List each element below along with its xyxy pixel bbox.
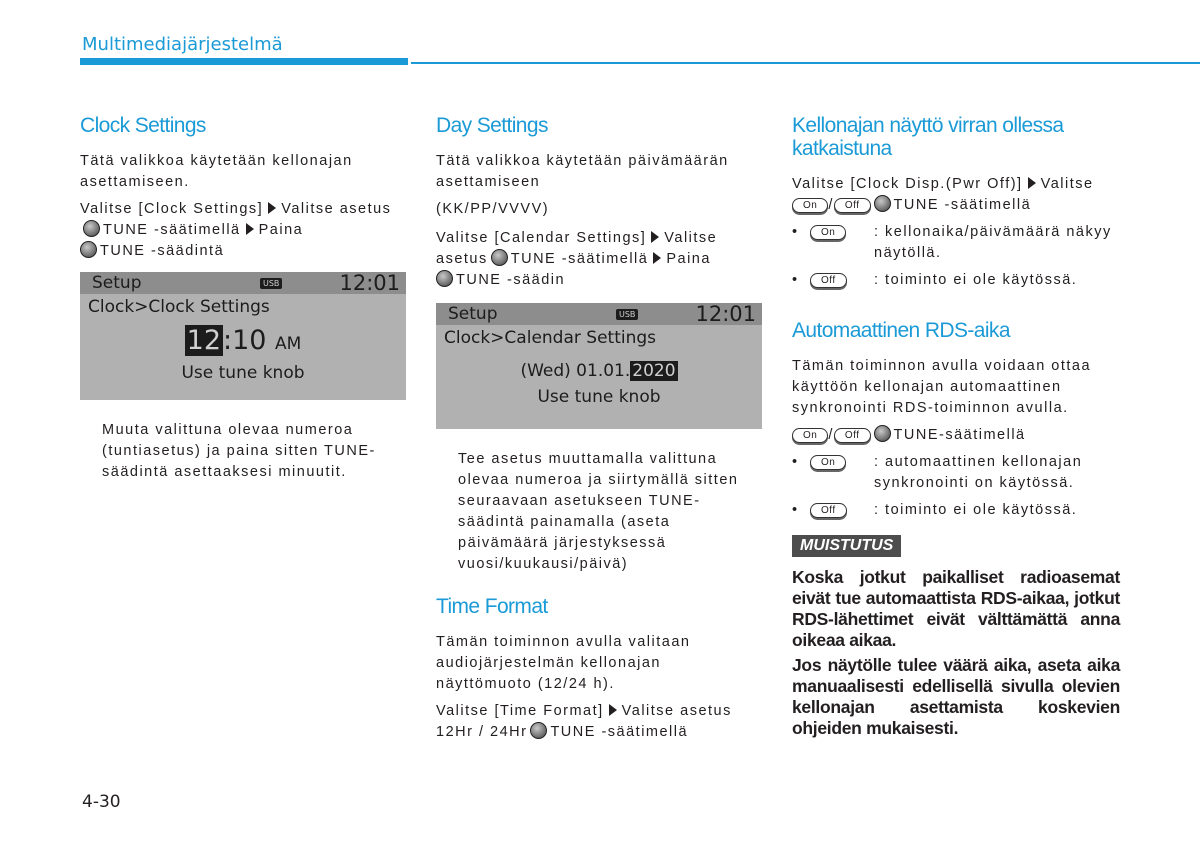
screen-clock: 12:01 bbox=[339, 271, 400, 296]
bullet-text: : kellonaika/päivämäärä näkyy näytöllä. bbox=[874, 224, 1112, 262]
step-text: Valitse asetus bbox=[281, 201, 392, 218]
step-text: Valitse [Clock Settings] bbox=[80, 201, 264, 218]
step-text: Valitse asetus bbox=[436, 230, 718, 268]
step-text: Paina bbox=[666, 251, 711, 268]
screen-clock: 12:01 bbox=[695, 302, 756, 327]
day-settings-format: (KK/PP/VVVV) bbox=[436, 201, 550, 218]
step-text: TUNE -säätimellä bbox=[893, 197, 1032, 214]
day-settings-steps bbox=[436, 228, 762, 291]
rds-time-intro: Tämän toiminnon avulla voidaan ottaa käyttöön kellonajan automaattinen synkronointi RDS-toiminnon avulla. bbox=[792, 358, 1092, 417]
off-button-icon: Off bbox=[834, 428, 871, 443]
off-button-icon: Off bbox=[834, 198, 871, 213]
screen-hint: Use tune knob bbox=[537, 387, 661, 408]
arrow-right-icon bbox=[651, 231, 659, 243]
step-text: Valitse [Time Format] bbox=[436, 703, 604, 720]
notice-text-1: Koska jotkut paikalliset radioasemat eivät tue automaattista RDS-aikaa, jotkut RDS-lähettimet eivät välttämättä anna oikeaa aikaa. bbox=[792, 567, 1120, 651]
tune-knob-icon bbox=[874, 425, 891, 442]
clock-settings-screen bbox=[80, 272, 406, 400]
notice-box bbox=[792, 535, 1120, 557]
slash: / bbox=[828, 197, 834, 214]
heading-clock-settings: Clock Settings bbox=[80, 114, 206, 137]
heading-clock-display-power-off: Kellonajan näyttö virran ollessa katkaistuna bbox=[792, 114, 1064, 161]
on-button-icon: On bbox=[792, 428, 828, 443]
time-format-intro: Tämän toiminnon avulla valitaan audiojärjestelmän kellonajan näyttömuoto (12/24 h). bbox=[436, 634, 691, 693]
day-settings-note: Tee asetus muuttamalla valittuna olevaa numeroa ja siirtymällä sitten seuraavaan asetukseen TUNE-säädintä painamalla (aseta päivämäärä järjestyksessä vuosi/kuukausi/päivä) bbox=[458, 451, 739, 573]
screen-hint: Use tune knob bbox=[181, 363, 305, 384]
bullet-off bbox=[792, 270, 1120, 291]
off-button-icon: Off bbox=[810, 273, 847, 288]
arrow-right-icon bbox=[268, 202, 276, 214]
off-button-icon: Off bbox=[810, 503, 847, 518]
heading-automatic-rds-time: Automaattinen RDS-aika bbox=[792, 319, 1010, 343]
bullet-dot: • bbox=[792, 272, 799, 289]
heading-day-settings: Day Settings bbox=[436, 114, 548, 137]
slash: / bbox=[828, 427, 834, 444]
bullet-dot: • bbox=[792, 224, 799, 241]
bullet-on bbox=[792, 222, 1120, 264]
bullet-on bbox=[792, 452, 1120, 494]
on-button-icon: On bbox=[810, 455, 846, 470]
clock-display-steps bbox=[792, 174, 1120, 216]
step-text: TUNE-säätimellä bbox=[893, 427, 1026, 444]
heading-time-format: Time Format bbox=[436, 595, 548, 619]
hour-selected: 12 bbox=[186, 325, 221, 357]
column-clock-display bbox=[792, 114, 1120, 739]
bullet-text: : automaattinen kellonajan synkronointi on käytössä. bbox=[874, 454, 1083, 492]
tune-knob-icon bbox=[83, 220, 100, 237]
step-text: TUNE -säätimellä bbox=[510, 251, 649, 268]
step-text: TUNE -säädin bbox=[456, 272, 566, 289]
screen-topbar bbox=[436, 303, 762, 325]
page-number: 4-30 bbox=[82, 792, 121, 812]
clock-settings-note: Muuta valittuna olevaa numeroa (tuntiasetus) ja paina sitten TUNE-säädintä asettaaksesi minuutit. bbox=[102, 422, 376, 481]
section-header-title: Multimediajärjestelmä bbox=[82, 34, 283, 55]
notice-text-2: Jos näytölle tulee väärä aika, aseta aika manuaalisesti edellisellä sivulla olevien kellonajan asettamista koskevien ohjeiden mukaisesti. bbox=[792, 655, 1120, 739]
bullet-off bbox=[792, 500, 1120, 521]
clock-settings-intro: Tätä valikkoa käytetään kellonajan asettamiseen. bbox=[80, 153, 353, 191]
tune-knob-icon bbox=[491, 249, 508, 266]
arrow-right-icon bbox=[246, 223, 254, 235]
bullet-dot: • bbox=[792, 502, 799, 519]
minutes: :10 bbox=[223, 325, 267, 357]
bullet-text: : toiminto ei ole käytössä. bbox=[874, 502, 1078, 519]
arrow-right-icon bbox=[609, 704, 617, 716]
notice-label: MUISTUTUS bbox=[792, 535, 901, 557]
bullet-dot: • bbox=[792, 454, 799, 471]
date: (Wed) 01.01. bbox=[520, 361, 631, 382]
rds-time-steps bbox=[792, 425, 1120, 446]
step-text: Valitse [Clock Disp.(Pwr Off)] bbox=[792, 176, 1023, 193]
screen-setup-label: Setup bbox=[448, 304, 498, 325]
day-settings-intro: Tätä valikkoa käytetään päivämäärän asettamiseen bbox=[436, 153, 729, 191]
header-bar-accent bbox=[80, 58, 408, 65]
screen-breadcrumb: Clock>Clock Settings bbox=[88, 297, 270, 318]
calendar-settings-screen bbox=[436, 303, 762, 429]
screen-topbar bbox=[80, 272, 406, 294]
step-text: TUNE -säädintä bbox=[100, 243, 225, 260]
year-selected: 2020 bbox=[632, 361, 676, 382]
tune-knob-icon bbox=[874, 195, 891, 212]
step-text: Valitse asetus 12Hr / 24Hr bbox=[436, 703, 732, 741]
arrow-right-icon bbox=[1028, 177, 1036, 189]
column-clock-settings bbox=[80, 114, 406, 483]
screen-setup-label: Setup bbox=[92, 273, 142, 294]
header-rule bbox=[411, 62, 1200, 64]
tune-knob-icon bbox=[80, 241, 97, 258]
screen-date-value bbox=[436, 361, 762, 381]
usb-icon: USB bbox=[260, 278, 282, 289]
on-button-icon: On bbox=[810, 225, 846, 240]
step-text: TUNE -säätimellä bbox=[103, 222, 241, 239]
ampm: AM bbox=[275, 334, 302, 355]
on-button-icon: On bbox=[792, 198, 828, 213]
bullet-text: : toiminto ei ole käytössä. bbox=[874, 272, 1078, 289]
step-text: Paina bbox=[258, 222, 304, 239]
usb-icon: USB bbox=[616, 309, 638, 320]
column-day-settings bbox=[436, 114, 762, 743]
step-text: Valitse bbox=[1040, 176, 1094, 193]
step-text: Valitse [Calendar Settings] bbox=[436, 230, 647, 247]
tune-knob-icon bbox=[530, 722, 547, 739]
step-text: TUNE -säätimellä bbox=[550, 724, 689, 741]
arrow-right-icon bbox=[653, 252, 661, 264]
screen-breadcrumb: Clock>Calendar Settings bbox=[444, 328, 657, 349]
tune-knob-icon bbox=[436, 270, 453, 287]
clock-settings-steps bbox=[80, 199, 406, 262]
time-format-steps bbox=[436, 701, 762, 743]
screen-time-value bbox=[80, 326, 406, 359]
